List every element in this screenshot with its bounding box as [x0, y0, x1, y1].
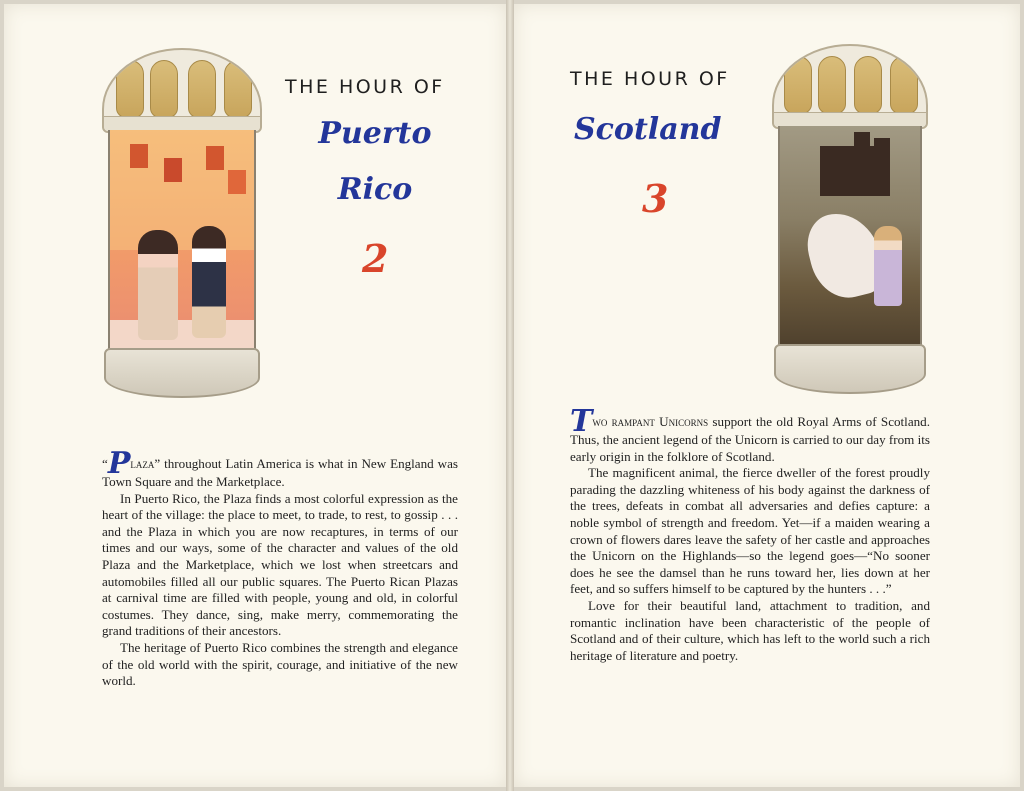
small-caps-lead: wo rampant Unicorns — [592, 414, 709, 429]
heading-the-hour-of: THE HOUR OF — [285, 76, 445, 98]
left-page — [4, 4, 506, 787]
paragraph — [570, 404, 931, 465]
heading-the-hour-of: THE HOUR OF — [570, 68, 730, 90]
diorama-canopy — [102, 48, 262, 133]
puerto-rico-diorama-illustration — [102, 48, 262, 404]
paragraph-text: ” throughout Latin America is what in New England was Town Square and the Marketplace. — [102, 456, 458, 489]
open-quote: “ — [102, 456, 108, 471]
paragraph: The heritage of Puerto Rico combines the strength and elegance of the old world with the spirit, courage, and initiative of the new world. — [102, 639, 458, 689]
paragraph-text: support the old Royal Arms of Scotland. Thus, the ancient legend of the Unicorn is carried to our day from its early origin in the folklore of Scotland. — [570, 414, 931, 464]
unicorn-and-maiden-scene — [778, 126, 922, 356]
paragraph: Love for their beautiful land, attachment to tradition, and romantic inclination have been characteristic of the people of Scotland and of their culture, which has left to the world such a rich heritage of literature and poetry. — [570, 597, 930, 663]
paragraph: In Puerto Rico, the Plaza finds a most colorful expression as the heart of the village: the place to meet, to trade, to rest, to gossip . . . and the Plaza in which you are now recaptures, in terms of our times and our ways, some of the character and values of the old Plaza and the Marketplace, which we lost when streetcars and automobiles filled all our public squares. The Puerto Rican Plazas at carnival time are filled with people, young and old, in colorful costumes. They dance, sing, make merry, commemorating the grand traditions of their ancestors. — [102, 490, 458, 639]
dancer-figure — [138, 230, 178, 340]
title-scotland: Scotland — [574, 112, 722, 147]
drop-cap: T — [570, 404, 593, 439]
puerto-rico-dancers-scene — [108, 130, 256, 360]
scotland-body-text — [570, 404, 931, 664]
right-page — [514, 4, 1020, 787]
diorama-base — [774, 344, 926, 394]
maiden-figure — [874, 226, 902, 306]
puerto-rico-body-text — [102, 446, 458, 690]
diorama-canopy — [772, 44, 928, 129]
book-gutter — [506, 0, 514, 791]
dancer-figure — [192, 226, 226, 338]
scotland-diorama-illustration — [772, 44, 928, 396]
paragraph: The magnificent animal, the fierce dweller of the forest proudly parading the dazzling whiteness of his body against the darkness of the trees, defeats in combat all adversaries and defies capture: a noble symbol of strength and freedom. Yet—if a maiden wearing a crown of flowers dares leave the safety of her castle and approaches the Unicorn on the Highlands—so the legend goes—“No sooner does he see the damsel than he runs toward her, lies down at her feet, and so suffers himself to be captured by the hunters . . .” — [570, 465, 930, 597]
small-caps-lead: laza — [130, 456, 155, 471]
section-number: 2 — [362, 236, 389, 281]
section-number: 3 — [642, 176, 669, 221]
diorama-base — [104, 348, 260, 398]
paragraph — [102, 446, 458, 491]
title-rico: Rico — [337, 172, 413, 207]
drop-cap: P — [107, 446, 131, 481]
title-puerto: Puerto — [318, 116, 432, 151]
